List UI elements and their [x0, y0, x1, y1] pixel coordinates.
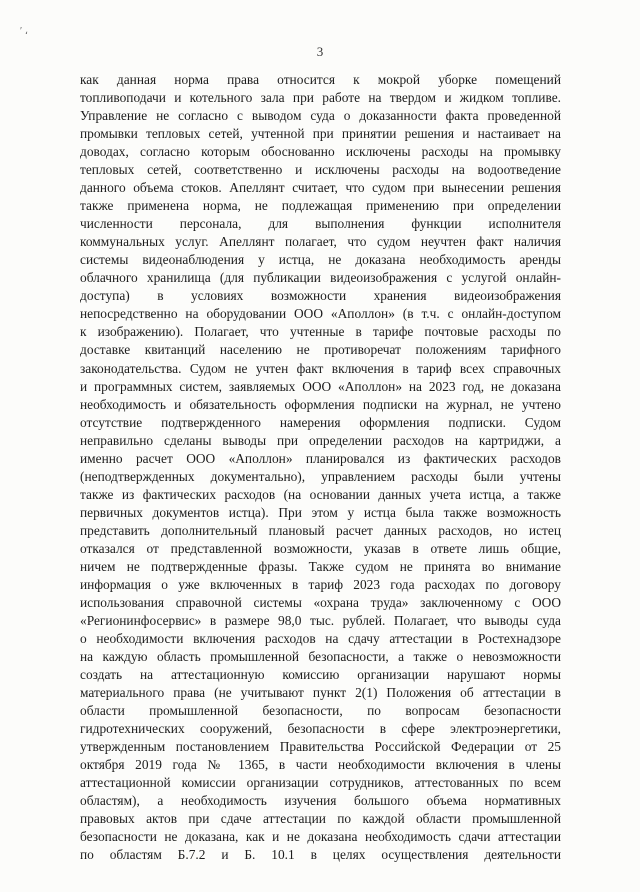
text-line: создать на аттестационную комиссию организации нарушают нормы [80, 667, 561, 683]
text-line: октября 2019 года № 1365, в части необходимости включения в члены [80, 757, 561, 773]
text-line: и программных систем, заявляемых ООО «Аполлон» на 2023 год, не доказана [80, 378, 561, 394]
text-line: неправильно сделаны выводы при определении расходов на картриджи, а [80, 432, 561, 448]
text-line: на каждую область промышленной безопасности, а также о невозможности [80, 649, 561, 664]
text-line: информация о уже включенных в тариф 2023 года расходах по договору [80, 576, 561, 592]
text-line: Управление не согласно с выводом суда о доказанности факта проведенной [80, 108, 561, 124]
text-line: материального права (не учитывают пункт 2(1) Положения об аттестации в [80, 685, 561, 701]
text-line: необходимость и обязательность оформления подписки на журнал, не учтено [80, 396, 561, 412]
text-line: области промышленной безопасности, по вопросам безопасности [80, 703, 561, 719]
text-line: доставке квитанций населению не противоречат положениям тарифного [80, 342, 561, 358]
text-line: правовых актов при сдаче аттестации по каждой области промышленной [80, 811, 561, 827]
text-line: коммунальных услуг. Апеллянт полагает, что судом неучтен факт наличия [80, 234, 561, 250]
text-line: первичных документов истца). При этом у истца была также возможность [80, 504, 561, 520]
text-line: доступа) в условиях возможности хранения видеоизображения [80, 288, 561, 304]
text-line: «Регионинфосервис» в размере 98,0 тыс. рублей. Полагает, что выводы суда [80, 612, 561, 628]
text-line: к изображению). Полагает, что учтенные в тарифе почтовые расходы по [80, 324, 561, 340]
document-body [80, 71, 561, 864]
text-line: облачного хранилища (для публикации видеоизображения с услугой онлайн- [80, 270, 561, 286]
text-line: промывки тепловых сетей, учтенной при принятии решения и настаивает на [80, 126, 561, 142]
text-line: представить дополнительный плановый расчет данных расходов, но истец [80, 522, 561, 538]
text-line: по областям Б.7.2 и Б. 10.1 в целях осуществления деятельности [80, 847, 561, 863]
text-line: отказался от представленной возможности, указав в ответе лишь общие, [80, 540, 561, 556]
text-line: аттестационной комиссии организации сотрудников, аттестованных по всем [80, 775, 561, 791]
text-line: утвержденным постановлением Правительства Российской Федерации от 25 [80, 739, 561, 755]
text-line: топливоподачи и котельного зала при работе на твердом и жидком топливе. [80, 90, 561, 106]
text-line: именно расчет ООО «Аполлон» планировался из фактических расходов [80, 450, 561, 466]
text-line: гидротехнических сооружений, безопасности в сфере электроэнергетики, [80, 721, 561, 737]
text-line: также из фактических расходов (на основании данных учета истца, а также [80, 486, 561, 502]
text-line: непосредственно на оборудовании ООО «Аполлон» (в т.ч. с онлайн-доступом [80, 306, 561, 322]
text-line: доводах, согласно которым обоснованно исключены расходы на промывку [80, 144, 561, 160]
text-line: ничем не подтвержденные фразы. Также судом не принята во внимание [80, 558, 561, 574]
text-line: о необходимости включения расходов на сдачу аттестации в Ростехнадзоре [80, 630, 561, 646]
text-line: также применена норма, не подлежащая применению при определении [80, 198, 561, 214]
text-line: данного объема стоков. Апеллянт считает, что судом при вынесении решения [80, 180, 561, 196]
text-line: численности персонала, для выполнения функции исполнителя [80, 216, 561, 232]
text-line: безопасности не доказана, как и не доказана необходимость сдачи аттестации [80, 829, 561, 845]
text-line: системы видеонаблюдения у истца, не доказана необходимость аренды [80, 252, 561, 268]
text-line: законодательства. Судом не учтен факт включения в тариф всех справочных [80, 360, 561, 376]
scan-mark: ′ ، [20, 26, 28, 37]
text-line: (неподтвержденных документально), управлением расходы были учтены [80, 468, 561, 484]
text-line: использования справочной системы «охрана труда» заключенному с ООО [80, 594, 561, 610]
text-line: областям), а необходимость изучения большого объема нормативных [80, 793, 561, 809]
text-line: как данная норма права относится к мокрой уборке помещений [80, 72, 561, 87]
text-line: отсутствие подтвержденного намерения оформления подписки. Судом [80, 414, 561, 430]
page-number: 3 [316, 44, 324, 59]
text-line: тепловых сетей, соответственно и исключены расходы на водоотведение [80, 162, 561, 178]
